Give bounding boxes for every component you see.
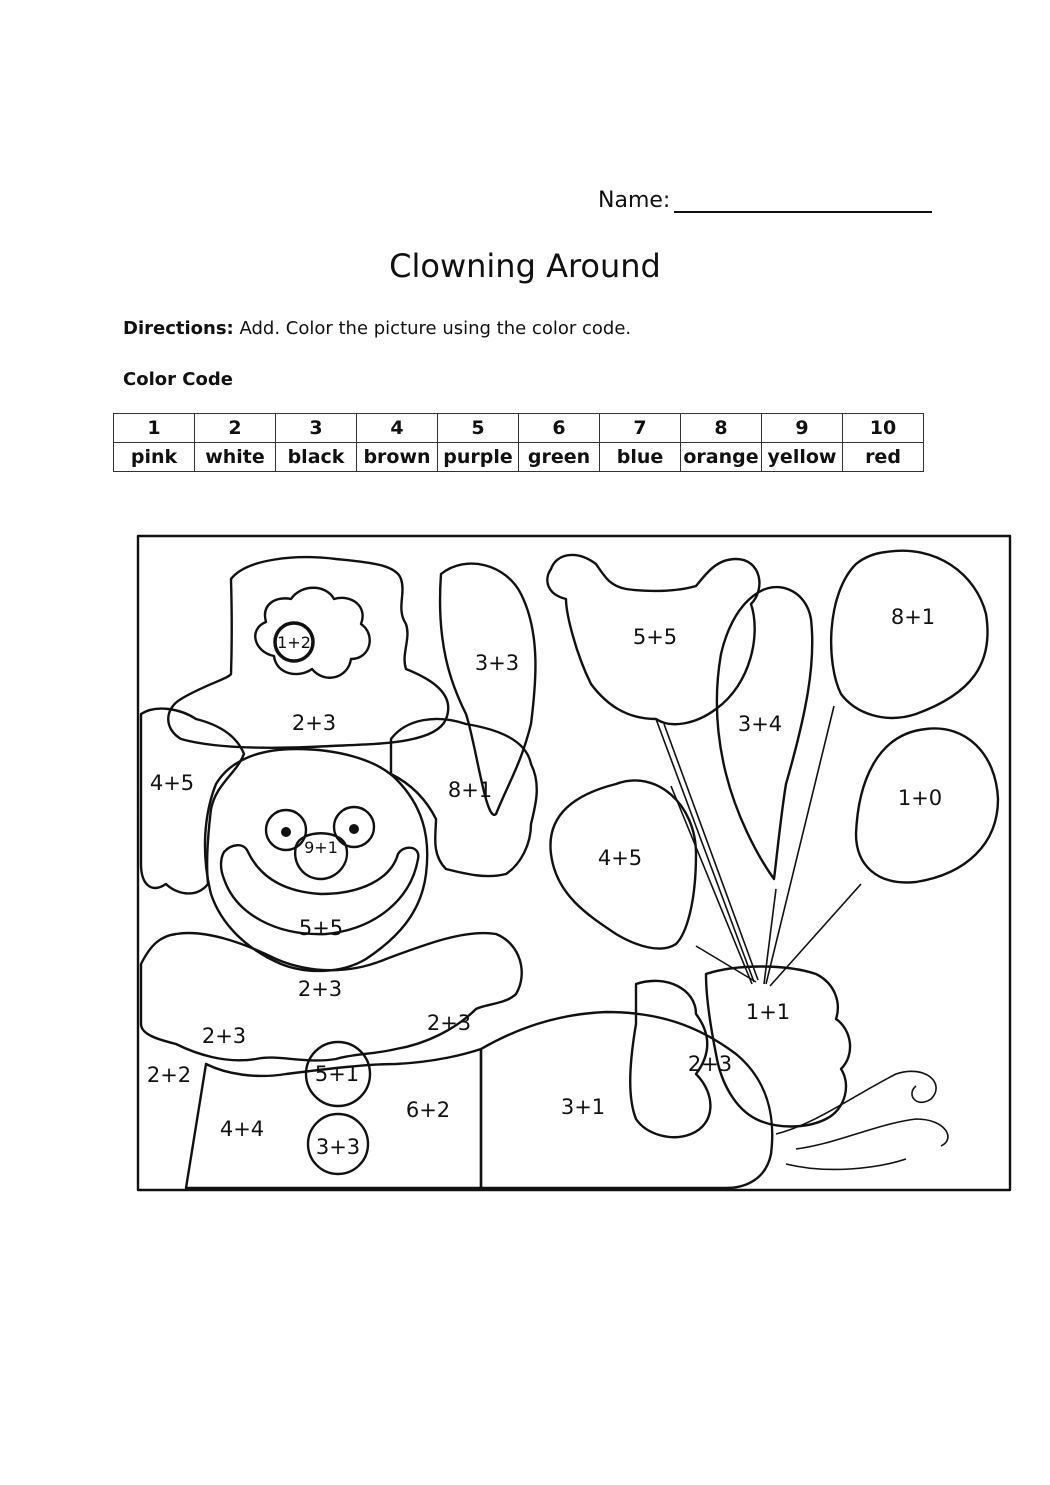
label-mouth: 5+5 bbox=[298, 916, 344, 940]
label-hair-right: 8+1 bbox=[447, 778, 493, 802]
label-button-top: 5+1 bbox=[314, 1062, 360, 1086]
code-color: blue bbox=[600, 443, 681, 472]
code-number: 5 bbox=[438, 414, 519, 443]
code-number: 6 bbox=[519, 414, 600, 443]
label-collar-right: 2+3 bbox=[426, 1011, 472, 1035]
code-number: 10 bbox=[843, 414, 924, 443]
label-shirt-left: 4+4 bbox=[219, 1117, 265, 1141]
directions-label: Directions: bbox=[123, 318, 234, 339]
code-color: white bbox=[195, 443, 276, 472]
code-color: black bbox=[276, 443, 357, 472]
label-flower-center: 1+2 bbox=[277, 633, 311, 652]
label-button-bottom: 3+3 bbox=[315, 1135, 361, 1159]
right-pupil bbox=[349, 824, 359, 834]
color-code-table bbox=[113, 413, 924, 472]
code-color: pink bbox=[114, 443, 195, 472]
label-hat: 2+3 bbox=[291, 711, 337, 735]
label-collar-left: 2+3 bbox=[201, 1024, 247, 1048]
balloon-strings bbox=[656, 706, 861, 986]
name-field bbox=[598, 188, 932, 213]
label-balloon-right: 1+0 bbox=[897, 786, 943, 810]
clown-hand[interactable] bbox=[706, 967, 850, 1127]
directions-text: Add. Color the picture using the color code. bbox=[239, 318, 632, 339]
code-number: 9 bbox=[762, 414, 843, 443]
label-shirt-middle: 6+2 bbox=[405, 1098, 451, 1122]
label-balloon-top-right: 8+1 bbox=[890, 605, 936, 629]
hair-left[interactable] bbox=[141, 709, 244, 894]
color-code-colors-row bbox=[114, 443, 924, 472]
left-pupil bbox=[281, 827, 291, 837]
worksheet-title: Clowning Around bbox=[389, 247, 661, 285]
directions bbox=[123, 318, 631, 339]
label-hair-left: 4+5 bbox=[149, 771, 195, 795]
code-color: green bbox=[519, 443, 600, 472]
label-hand: 1+1 bbox=[745, 1000, 791, 1024]
color-code-numbers-row bbox=[114, 414, 924, 443]
ribbon-swirls bbox=[776, 1071, 948, 1169]
code-color: orange bbox=[681, 443, 762, 472]
code-number: 7 bbox=[600, 414, 681, 443]
clown-arm[interactable] bbox=[481, 1012, 772, 1188]
name-label: Name: bbox=[598, 188, 671, 213]
code-color: brown bbox=[357, 443, 438, 472]
label-balloon-long-mid: 3+4 bbox=[737, 712, 783, 736]
picture-frame bbox=[138, 536, 1010, 1190]
code-number: 4 bbox=[357, 414, 438, 443]
label-glove: 2+3 bbox=[687, 1052, 733, 1076]
coloring-picture bbox=[136, 534, 1012, 1194]
label-shirt-left-edge: 2+2 bbox=[146, 1063, 192, 1087]
code-number: 8 bbox=[681, 414, 762, 443]
label-balloon-bear: 5+5 bbox=[632, 625, 678, 649]
label-arm: 3+1 bbox=[560, 1095, 606, 1119]
clown-illustration bbox=[136, 534, 1012, 1194]
label-balloon-long-left: 3+3 bbox=[474, 651, 520, 675]
code-number: 3 bbox=[276, 414, 357, 443]
code-number: 2 bbox=[195, 414, 276, 443]
label-nose: 9+1 bbox=[304, 838, 338, 857]
code-color: purple bbox=[438, 443, 519, 472]
label-collar-top: 2+3 bbox=[297, 977, 343, 1001]
color-code-label: Color Code bbox=[123, 369, 233, 390]
code-color: yellow bbox=[762, 443, 843, 472]
balloon-top-right[interactable] bbox=[831, 551, 987, 718]
name-blank-line[interactable] bbox=[674, 189, 932, 213]
code-number: 1 bbox=[114, 414, 195, 443]
label-balloon-middle: 4+5 bbox=[597, 846, 643, 870]
code-color: red bbox=[843, 443, 924, 472]
